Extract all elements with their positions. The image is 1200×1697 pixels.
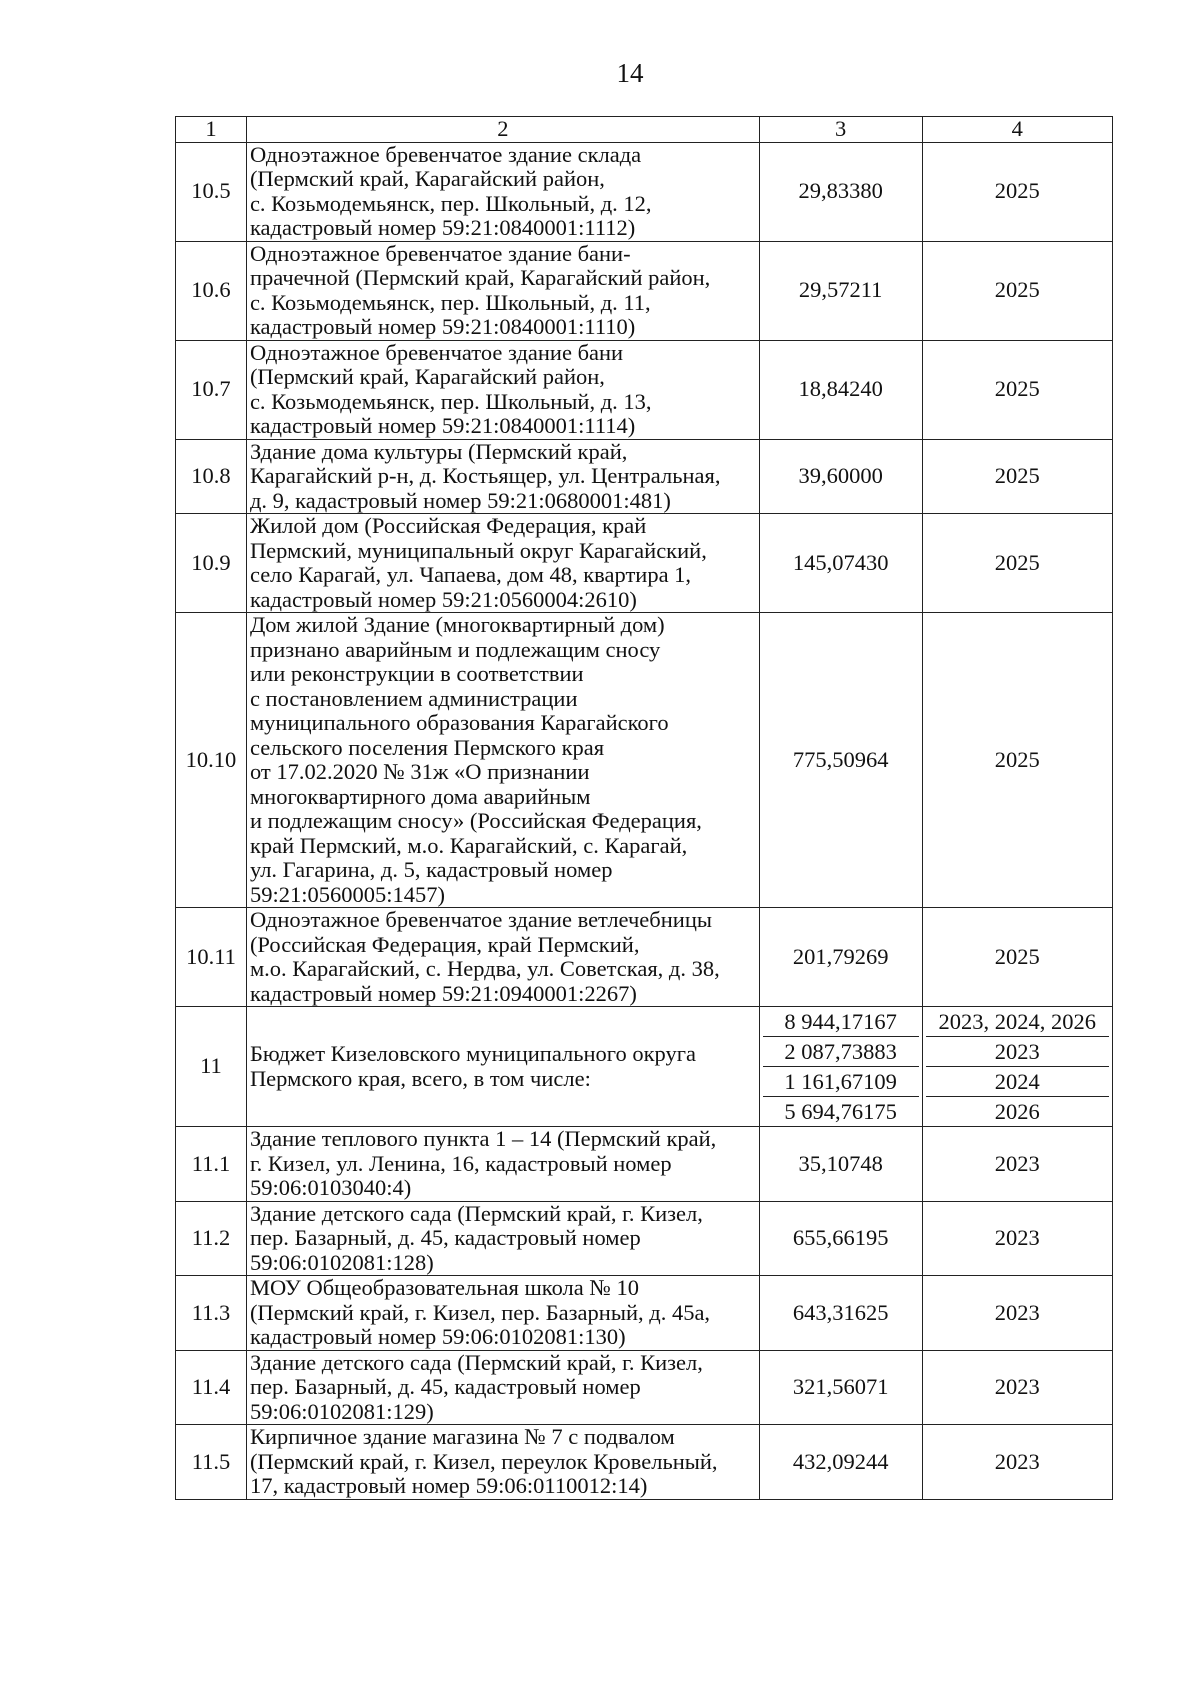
description-line: Дом жилой Здание (многоквартирный дом) bbox=[249, 612, 665, 637]
column-header-2: 2 bbox=[246, 117, 759, 143]
description-line: 59:06:0102081:128) bbox=[249, 1249, 434, 1275]
description-line: сельского поселения Пермского края bbox=[249, 734, 605, 760]
table-row bbox=[176, 439, 1113, 514]
row-number: 10.5 bbox=[176, 142, 247, 241]
budget-year: 2023 bbox=[926, 1036, 1109, 1066]
table-row bbox=[176, 241, 1113, 340]
object-description bbox=[246, 142, 759, 241]
object-description bbox=[246, 514, 759, 613]
column-header-1: 1 bbox=[176, 117, 247, 143]
year-value: 2025 bbox=[922, 241, 1112, 340]
amount-value: 321,56071 bbox=[759, 1350, 922, 1425]
row-number: 11.2 bbox=[176, 1201, 247, 1276]
object-description bbox=[246, 1201, 759, 1276]
description-line: от 17.02.2020 № 31ж «О признании bbox=[249, 759, 590, 784]
budget-amount: 8 944,17167 bbox=[784, 1009, 897, 1034]
year-value: 2025 bbox=[922, 340, 1112, 439]
table-row bbox=[176, 908, 1113, 1007]
budget-description bbox=[246, 1007, 759, 1127]
row-number: 11.3 bbox=[176, 1276, 247, 1351]
table-row bbox=[176, 1350, 1113, 1425]
year-value: 2023 bbox=[922, 1425, 1112, 1500]
table-header-row bbox=[176, 117, 1113, 143]
description-line: Карагайский р-н, д. Костьящер, ул. Центральная, bbox=[249, 463, 721, 488]
description-line: или реконструкции в соответствии bbox=[249, 661, 584, 686]
description-line: 59:06:0102081:129) bbox=[249, 1398, 434, 1424]
table-row bbox=[176, 1425, 1113, 1500]
description-line: село Карагай, ул. Чапаева, дом 48, квартира 1, bbox=[249, 562, 692, 587]
row-number: 10.7 bbox=[176, 340, 247, 439]
year-value: 2025 bbox=[922, 142, 1112, 241]
description-line: 17, кадастровый номер 59:06:0110012:14) bbox=[249, 1473, 648, 1498]
property-table bbox=[175, 116, 1113, 1500]
description-line: кадастровый номер 59:21:0840001:1110) bbox=[249, 314, 636, 339]
description-line: (Пермский край, Карагайский район, bbox=[249, 364, 605, 389]
description-line: Одноэтажное бревенчатое здание склада bbox=[249, 141, 642, 167]
description-line: с постановлением администрации bbox=[249, 685, 578, 711]
amount-value: 39,60000 bbox=[759, 439, 922, 514]
amount-value: 29,57211 bbox=[759, 241, 922, 340]
description-line: с. Козьмодемьянск, пер. Школьный, д. 13, bbox=[249, 388, 652, 414]
description-line: Жилой дом (Российская Федерация, край bbox=[249, 513, 647, 538]
row-number: 11 bbox=[176, 1007, 247, 1127]
description-line: (Пермский край, г. Кизел, переулок Кровельный, bbox=[249, 1448, 718, 1474]
description-line: (Пермский край, Карагайский район, bbox=[249, 166, 605, 191]
description-line: край Пермский, м.о. Карагайский, с. Карагай, bbox=[249, 832, 688, 858]
column-header-3: 3 bbox=[759, 117, 922, 143]
object-description bbox=[246, 613, 759, 908]
description-line: с. Козьмодемьянск, пер. Школьный, д. 12, bbox=[249, 190, 652, 216]
budget-values bbox=[759, 1007, 922, 1127]
table-row bbox=[176, 142, 1113, 241]
amount-value: 29,83380 bbox=[759, 142, 922, 241]
description-line: Здание детского сада (Пермский край, г. Кизел, bbox=[249, 1349, 703, 1375]
amount-value: 655,66195 bbox=[759, 1201, 922, 1276]
budget-year: 2024 bbox=[926, 1066, 1109, 1096]
page-number: 14 bbox=[616, 58, 644, 88]
description-line: д. 9, кадастровый номер 59:21:0680001:481) bbox=[249, 487, 671, 513]
description-line: ул. Гагарина, д. 5, кадастровый номер bbox=[249, 857, 613, 882]
budget-years bbox=[922, 1007, 1112, 1127]
row-number: 10.8 bbox=[176, 439, 247, 514]
description-line: пер. Базарный, д. 45, кадастровый номер bbox=[249, 1225, 641, 1250]
object-description bbox=[246, 439, 759, 514]
budget-year: 2026 bbox=[926, 1096, 1109, 1126]
year-value: 2023 bbox=[922, 1276, 1112, 1351]
row-number: 10.9 bbox=[176, 514, 247, 613]
amount-value: 775,50964 bbox=[759, 613, 922, 908]
description-line: кадастровый номер 59:21:0560004:2610) bbox=[249, 586, 637, 612]
row-number: 11.1 bbox=[176, 1127, 247, 1202]
amount-value: 18,84240 bbox=[759, 340, 922, 439]
description-line: Здание дома культуры (Пермский край, bbox=[249, 438, 628, 464]
description-line: кадастровый номер 59:21:0940001:2267) bbox=[249, 980, 637, 1006]
amount-value: 643,31625 bbox=[759, 1276, 922, 1351]
year-value: 2025 bbox=[922, 439, 1112, 514]
object-description bbox=[246, 1276, 759, 1351]
table-row bbox=[176, 1127, 1113, 1202]
year-value: 2023 bbox=[922, 1201, 1112, 1276]
description-line: многоквартирного дома аварийным bbox=[249, 783, 591, 809]
year-value: 2025 bbox=[922, 908, 1112, 1007]
budget-amount: 5 694,76175 bbox=[763, 1096, 919, 1126]
description-line: Здание теплового пункта 1 – 14 (Пермский край, bbox=[249, 1126, 717, 1151]
object-description bbox=[246, 1350, 759, 1425]
description-line: Пермского края, всего, в том числе: bbox=[249, 1065, 591, 1091]
object-description bbox=[246, 340, 759, 439]
description-line: муниципального образования Карагайского bbox=[249, 710, 669, 735]
row-number: 10.11 bbox=[176, 908, 247, 1007]
description-line: кадастровый номер 59:06:0102081:130) bbox=[249, 1324, 626, 1349]
row-number: 10.6 bbox=[176, 241, 247, 340]
description-line: Пермский, муниципальный округ Карагайский, bbox=[249, 537, 707, 563]
table-row bbox=[176, 613, 1113, 908]
object-description bbox=[246, 908, 759, 1007]
description-line: Здание детского сада (Пермский край, г. Кизел, bbox=[249, 1200, 703, 1226]
description-line: Кирпичное здание магазина № 7 с подвалом bbox=[249, 1424, 675, 1449]
table-row bbox=[176, 340, 1113, 439]
description-line: (Пермский край, г. Кизел, пер. Базарный, д. 45а, bbox=[249, 1299, 711, 1325]
description-line: Одноэтажное бревенчатое здание бани bbox=[249, 339, 624, 365]
row-number: 11.5 bbox=[176, 1425, 247, 1500]
budget-row bbox=[176, 1007, 1113, 1127]
row-number: 10.10 bbox=[176, 613, 247, 908]
table-row bbox=[176, 1276, 1113, 1351]
description-line: и подлежащим сносу» (Российская Федерация, bbox=[249, 808, 702, 833]
description-line: с. Козьмодемьянск, пер. Школьный, д. 11, bbox=[249, 289, 651, 315]
description-line: 59:21:0560005:1457) bbox=[249, 881, 445, 907]
description-line: МОУ Общеобразовательная школа № 10 bbox=[249, 1275, 639, 1300]
amount-value: 201,79269 bbox=[759, 908, 922, 1007]
description-line: кадастровый номер 59:21:0840001:1112) bbox=[249, 215, 636, 240]
budget-amount: 2 087,73883 bbox=[763, 1036, 919, 1066]
description-line: г. Кизел, ул. Ленина, 16, кадастровый номер bbox=[249, 1150, 672, 1176]
budget-amount: 1 161,67109 bbox=[763, 1066, 919, 1096]
amount-value: 35,10748 bbox=[759, 1127, 922, 1202]
object-description bbox=[246, 1425, 759, 1500]
amount-value: 432,09244 bbox=[759, 1425, 922, 1500]
column-header-4: 4 bbox=[922, 117, 1112, 143]
object-description bbox=[246, 1127, 759, 1202]
row-number: 11.4 bbox=[176, 1350, 247, 1425]
object-description bbox=[246, 241, 759, 340]
description-line: 59:06:0103040:4) bbox=[249, 1175, 412, 1200]
description-line: м.о. Карагайский, с. Нердва, ул. Советская, д. 38, bbox=[249, 956, 720, 981]
description-line: кадастровый номер 59:21:0840001:1114) bbox=[249, 413, 636, 438]
budget-year: 2023, 2024, 2026 bbox=[938, 1009, 1097, 1034]
description-line: Одноэтажное бревенчатое здание бани- bbox=[249, 240, 631, 266]
description-line: прачечной (Пермский край, Карагайский район, bbox=[249, 265, 711, 290]
description-line: пер. Базарный, д. 45, кадастровый номер bbox=[249, 1374, 641, 1399]
table-row bbox=[176, 514, 1113, 613]
description-line: признано аварийным и подлежащим сносу bbox=[249, 636, 661, 662]
description-line: (Российская Федерация, край Пермский, bbox=[249, 931, 640, 957]
year-value: 2023 bbox=[922, 1127, 1112, 1202]
description-line: Одноэтажное бревенчатое здание ветлечебницы bbox=[249, 907, 712, 932]
table-row bbox=[176, 1201, 1113, 1276]
year-value: 2025 bbox=[922, 613, 1112, 908]
description-line: Бюджет Кизеловского муниципального округа bbox=[249, 1041, 696, 1066]
amount-value: 145,07430 bbox=[759, 514, 922, 613]
year-value: 2023 bbox=[922, 1350, 1112, 1425]
year-value: 2025 bbox=[922, 514, 1112, 613]
